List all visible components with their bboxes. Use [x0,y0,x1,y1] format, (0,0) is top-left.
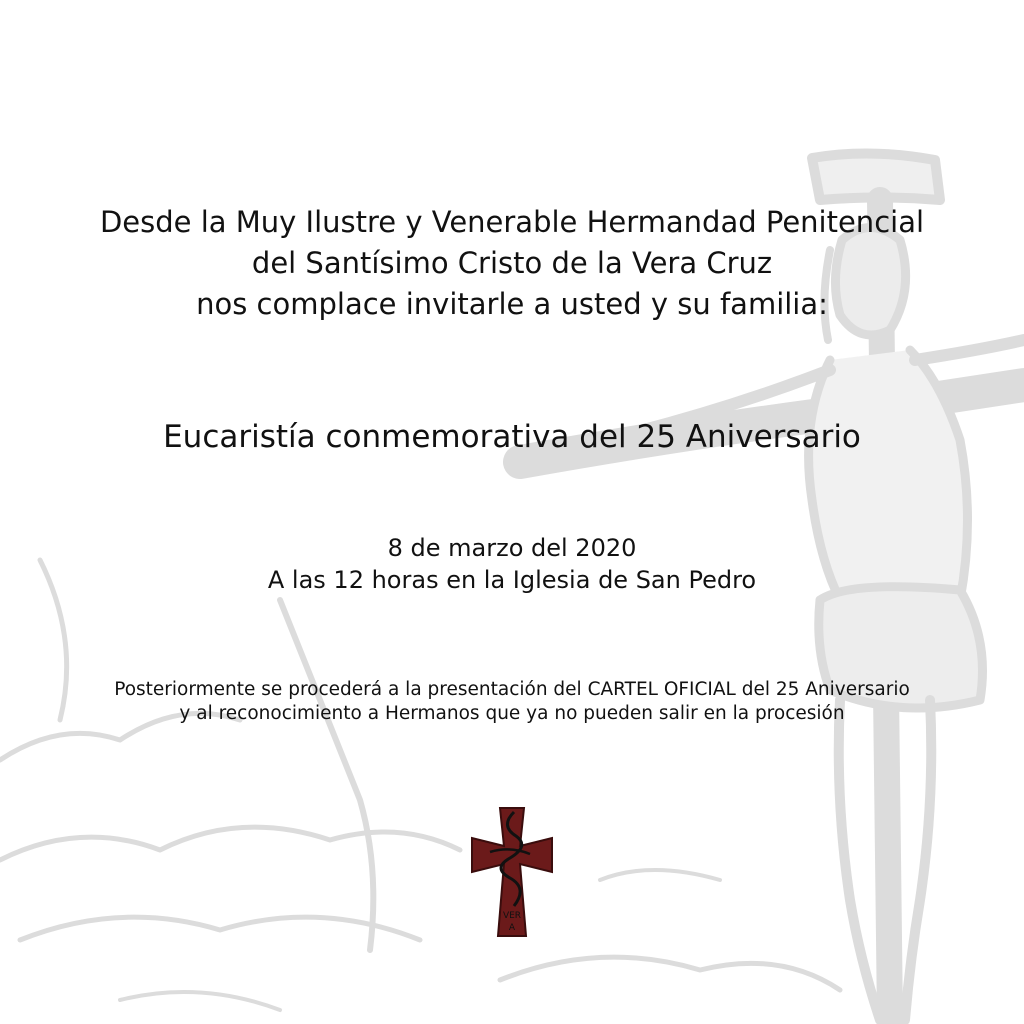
event-time-place: A las 12 horas en la Iglesia de San Pedro [267,566,757,594]
note-line: y al reconocimiento a Hermanos que ya no pueden salir en la procesión [179,703,845,724]
svg-text:VER: VER [502,911,522,921]
intro-line: nos complace invitarle a usted y su familia: [196,287,828,321]
svg-text:A: A [508,923,516,933]
brotherhood-cross-emblem-icon [470,806,554,938]
event-details [0,532,1024,596]
event-title [0,416,1024,458]
intro-line: Desde la Muy Ilustre y Venerable Hermandad Penitencial [99,205,925,239]
intro-text [0,202,1024,325]
event-date: 8 de marzo del 2020 [387,534,637,562]
intro-line: del Santísimo Cristo de la Vera Cruz [251,246,773,280]
event-title-text: Eucaristía conmemorativa del 25 Aniversario [163,419,861,455]
note-line: Posteriormente se procederá a la presentación del CARTEL OFICIAL del 25 Aniversario [114,679,910,700]
additional-note [0,678,1024,726]
